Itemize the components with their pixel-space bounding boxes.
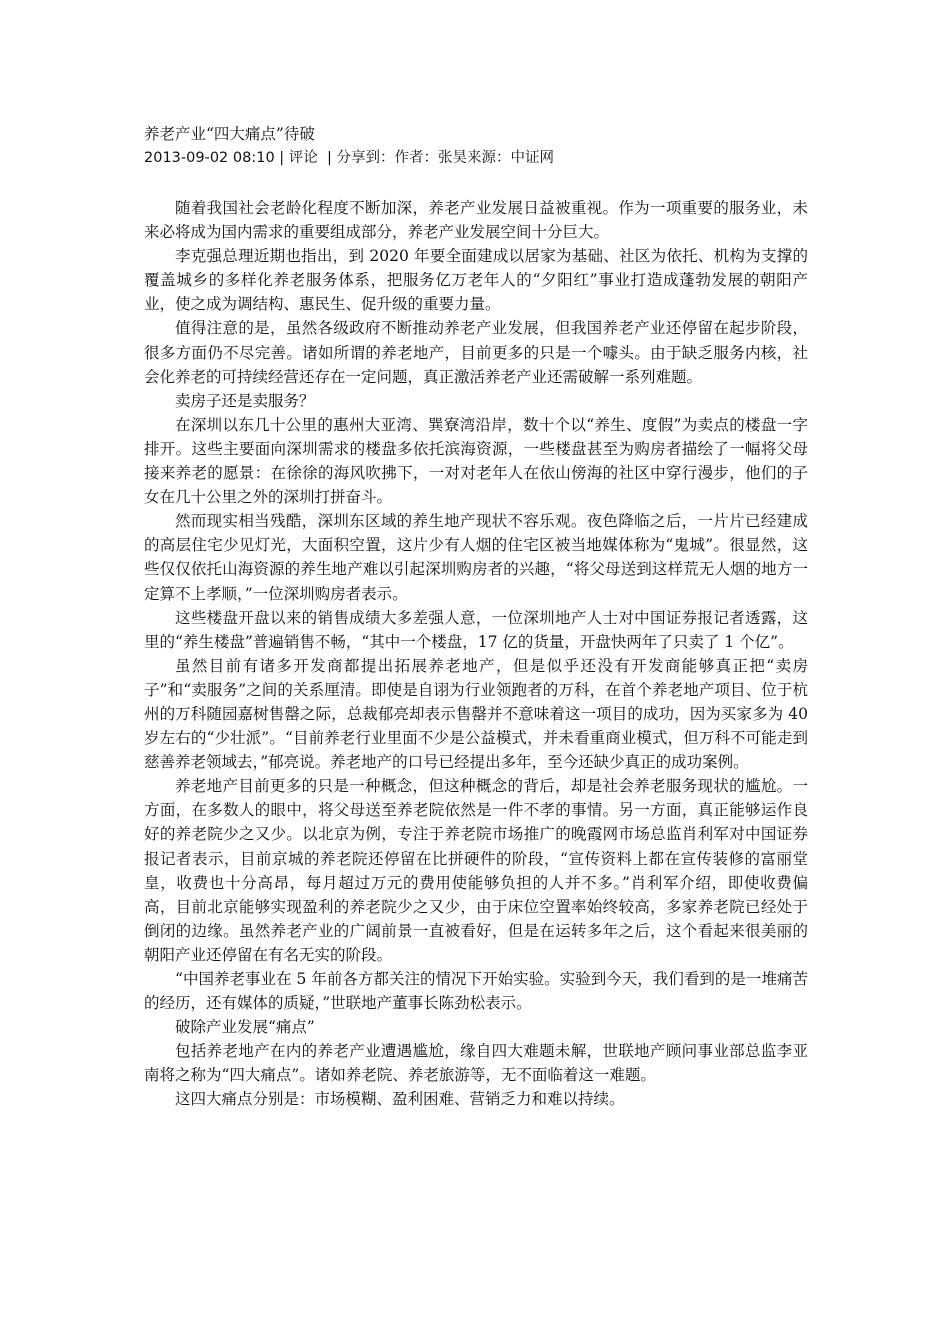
author-label: 作者： bbox=[394, 150, 438, 166]
paragraph: 包括养老地产在内的养老产业遭遇尴尬，缘自四大难题未解，世联地产顾问事业部总监李亚南将之称为“四大痛点”。诸如养老院、养老旅游等，无不面临着这一难题。 bbox=[144, 1042, 808, 1085]
article-body bbox=[144, 196, 808, 1112]
author-name: 张昊 bbox=[438, 150, 467, 166]
section-heading: 卖房子还是卖服务？ bbox=[175, 391, 315, 410]
paragraph: 这些楼盘开盘以来的销售成绩大多差强人意，一位深圳地产人士对中国证券报记者透露，这里的“养生楼盘”普遍销售不畅，“其中一个楼盘，17 亿的货量，开盘快两年了只卖了 1 个亿”。 bbox=[144, 608, 808, 651]
paragraph: 随着我国社会老龄化程度不断加深，养老产业发展日益被重视。作为一项重要的服务业，未来必将成为国内需求的重要组成部分，养老产业发展空间十分巨大。 bbox=[144, 199, 808, 242]
comment-link[interactable]: 评论 bbox=[288, 150, 318, 166]
source-name: 中证网 bbox=[510, 150, 554, 166]
paragraph: 然而现实相当残酷，深圳东区域的养生地产现状不容乐观。夜色降临之后，一片片已经建成的高层住宅少见灯光，大面积空置，这片少有人烟的住宅区被当地媒体称为“鬼城”。很显然，这些仅仅依托山海资源的养生地产难以引起深圳购房者的兴趣，“将父母送到这样荒无人烟的地方一定算不上孝顺，”一位深圳购房者表示。 bbox=[144, 512, 808, 603]
paragraph: 这四大痛点分别是：市场模糊、盈利困难、营销乏力和难以持续。 bbox=[175, 1090, 625, 1109]
article-title: 养老产业“四大痛点”待破 bbox=[144, 125, 315, 143]
publish-date: 2013-09-02 08:10 bbox=[144, 150, 275, 166]
source-label: 来源： bbox=[467, 150, 511, 166]
paragraph: 在深圳以东几十公里的惠州大亚湾、巽寮湾沿岸，数十个以“养生、度假”为卖点的楼盘一字排开。这些主要面向深圳需求的楼盘多依托滨海资源，一些楼盘甚至为购房者描绘了一幅将父母接来养老的愿景：在徐徐的海风吹拂下，一对对老年人在依山傍海的社区中穿行漫步，他们的子女在几十公里之外的深圳打拼奋斗。 bbox=[144, 415, 808, 507]
paragraph: 李克强总理近期也指出，到 2020 年要全面建成以居家为基础、社区为依托、机构为支撑的覆盖城乡的多样化养老服务体系，把服务亿万老年人的“夕阳红”事业打造成蓬勃发展的朝阳产业，使之成为调结构、惠民生、促升级的重要力量。 bbox=[144, 247, 808, 314]
share-label[interactable]: 分享到： bbox=[336, 150, 395, 166]
paragraph: 值得注意的是，虽然各级政府不断推动养老产业发展，但我国养老产业还停留在起步阶段，很多方面仍不尽完善。诸如所谓的养老地产，目前更多的只是一个噱头。由于缺乏服务内核，社会化养老的可持续经营还存在一定问题，真正激活养老产业还需破解一系列难题。 bbox=[144, 319, 808, 386]
section-heading: 破除产业发展“痛点” bbox=[175, 1018, 315, 1037]
article-meta: 2013-09-02 08:10 | 评论 | 分享到：作者：张昊来源：中证网 bbox=[144, 150, 554, 166]
article bbox=[144, 122, 808, 1112]
paragraph: “中国养老事业在 5 年前各方都关注的情况下开始实验。实验到今天，我们看到的是一堆痛苦的经历，还有媒体的质疑，”世联地产董事长陈劲松表示。 bbox=[144, 970, 808, 1013]
paragraph: 养老地产目前更多的只是一种概念，但这种概念的背后，却是社会养老服务现状的尴尬。一方面，在多数人的眼中，将父母送至养老院依然是一件不孝的事情。另一方面，真正能够运作良好的养老院少之又少。以北京为例，专注于养老院市场推广的晚霞网市场总监肖利军对中国证券报记者表示，目前京城的养老院还停留在比拼硬件的阶段，“宣传资料上都在宣传装修的富丽堂皇，收费也十分高昂，每月超过万元的费用使能够负担的人并不多。”肖利军介绍，即使收费偏高，目前北京能够实现盈利的养老院少之又少，由于床位空置率始终较高，多家养老院已经处于倒闭的边缘。虽然养老产业的广阔前景一直被看好，但是在运转多年之后，这个看起来很美丽的朝阳产业还停留在有名无实的阶段。 bbox=[144, 777, 808, 964]
paragraph: 虽然目前有诸多开发商都提出拓展养老地产，但是似乎还没有开发商能够真正把“卖房子”和“卖服务”之间的关系厘清。即使是自诩为行业领跑者的万科，在首个养老地产项目、位于杭州的万科随园嘉树售罄之际，总裁郁亮却表示售罄并不意味着这一项目的成功，因为买家多为 40 岁左右的“少壮派”。“目前养老行业里面不少是公益模式，并未看重商业模式，但万科不可能走到慈善养老领域去，”郁亮说。养老地产的口号已经提出多年，至今还缺少真正的成功案例。 bbox=[144, 656, 808, 772]
